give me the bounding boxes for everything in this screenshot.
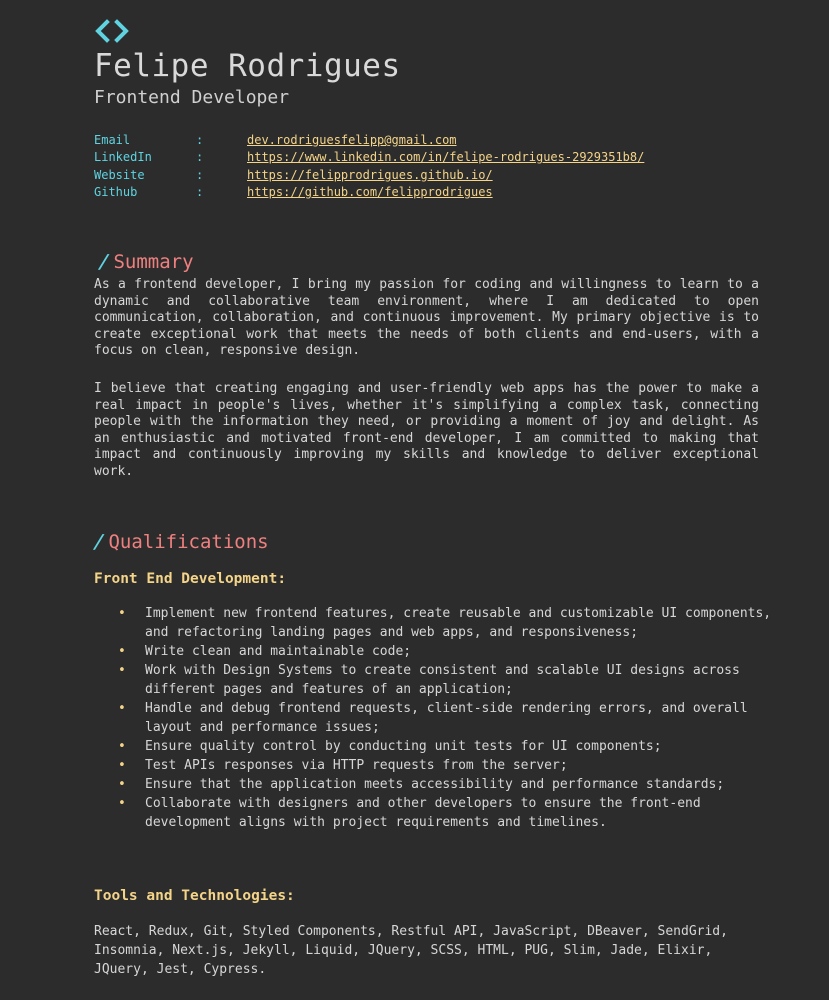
summary-paragraph: I believe that creating engaging and user-friendly web apps has the power to make a real impact in people's lives, whether it's simplifying a complex task, connecting people with the information they need, or providing a moment of joy and delight. As an enthusiastic and motivated front-end developer, I am committed to making that impact and continuously improving my skills and knowledge to deliver exceptional work. — [94, 381, 759, 479]
page-title: Felipe Rodrigues — [94, 48, 401, 84]
list-item: • Collaborate with designers and other developers to ensure the front-end development aligns with project requirements and timelines. — [94, 794, 774, 832]
contact-separator: : — [196, 167, 204, 182]
email-link[interactable]: dev.rodriguesfelipp@gmail.com — [247, 133, 457, 147]
qualification-list — [94, 604, 774, 832]
list-item: • Write clean and maintainable code; — [94, 642, 774, 661]
list-item: • Ensure quality control by conducting unit tests for UI components; — [94, 737, 774, 756]
qualifications-title: Qualifications — [108, 531, 269, 553]
github-link[interactable]: https://github.com/felipprodrigues — [247, 185, 493, 200]
website-link[interactable]: https://felipprodrigues.github.io/ — [247, 167, 493, 182]
summary-heading — [98, 251, 194, 273]
slash-icon: / — [91, 531, 106, 553]
list-item: • Work with Design Systems to create consistent and scalable UI designs across different pages and features of an application; — [94, 661, 774, 699]
list-item: • Handle and debug frontend requests, client-side rendering errors, and overall layout and performance issues; — [94, 699, 774, 737]
tools-list: React, Redux, Git, Styled Components, Restful API, JavaScript, DBeaver, SendGrid, Insomnia, Next.js, Jekyll, Liquid, JQuery, SCSS, HTML, PUG, Slim, Jade, Elixir, JQuery, Jest, Cypress. — [94, 924, 728, 977]
contact-label: Github — [94, 185, 138, 200]
linkedin-link[interactable]: https://www.linkedin.com/in/felipe-rodrigues-2929351b8/ — [247, 150, 645, 165]
summary-title: Summary — [113, 251, 194, 273]
qualifications-heading — [93, 531, 269, 553]
contact-separator: : — [196, 133, 204, 147]
code-brackets-icon — [94, 18, 130, 44]
list-item: • Implement new frontend features, create reusable and customizable UI components, and refactoring landing pages and web apps, and responsiveness; — [94, 604, 774, 642]
frontend-heading: Front End Development: — [94, 571, 287, 587]
list-item: • Test APIs responses via HTTP requests from the server; — [94, 756, 774, 775]
contact-label: Website — [94, 167, 145, 182]
contact-separator: : — [196, 185, 204, 200]
list-item: • Ensure that the application meets accessibility and performance standards; — [94, 775, 774, 794]
job-title: Frontend Developer — [94, 87, 290, 108]
summary-paragraph: As a frontend developer, I bring my passion for coding and willingness to learn to a dynamic and collaborative team environment, where I am dedicated to open communication, collaboration, and continuous improvement. My primary objective is to create exceptional work that meets the needs of both clients and end-users, with a focus on clean, responsive design. — [94, 277, 759, 359]
contact-label: LinkedIn — [94, 150, 152, 165]
slash-icon: / — [96, 251, 111, 273]
contact-label: Email — [94, 133, 131, 147]
contact-separator: : — [196, 150, 204, 165]
tools-heading: Tools and Technologies: — [94, 888, 295, 904]
